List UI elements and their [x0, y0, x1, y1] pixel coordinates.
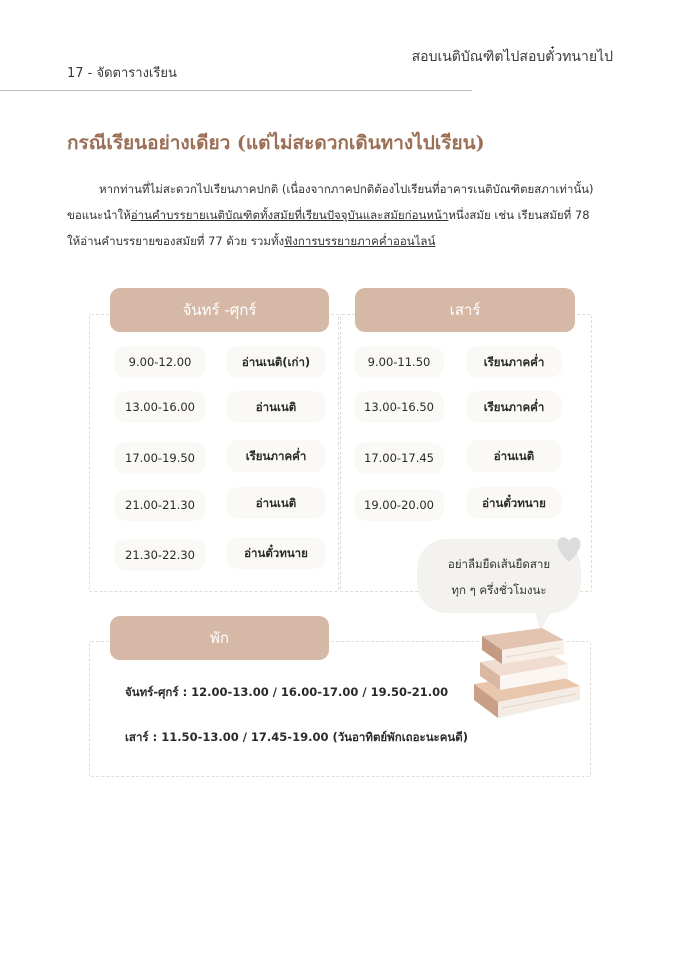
break-weekday-line: จันทร์-ศุกร์ : 12.00-13.00 / 16.00-17.00 / 19.50-21.00: [125, 685, 449, 699]
weekday-time-2: 13.00-16.00: [114, 391, 206, 423]
weekday-activity-2: อ่านเนติ: [226, 391, 326, 423]
intro-text-1: หากท่านที่ไม่สะดวกไปเรียนภาคปกติ (เนื่องจากภาคปกติต้องไปเรียนที่อาคารเนติบัณฑิตยสภาเท่านั้น): [99, 182, 594, 196]
intro-text-2-underlined: อ่านคำบรรยายเนติบัณฑิตทั้งสมัยที่เรียนปัจจุบันและสมัยก่อนหน้า: [130, 208, 449, 222]
intro-text-2a: ขอแนะนำให้: [67, 208, 131, 222]
break-saturday-line: เสาร์ : 11.50-13.00 / 17.45-19.00 (วันอาทิตย์พักเถอะนะคนดี): [125, 730, 469, 744]
note-line-2: ทุก ๆ ครึ่งชั่วโมงนะ: [451, 583, 547, 597]
weekday-activity-4: อ่านเนติ: [226, 487, 326, 519]
intro-text-3a: ให้อ่านคำบรรยายของสมัยที่ 77 ด้วย รวมทั้ง: [67, 234, 285, 248]
header-left-title: 17 - จัดตารางเรียน: [67, 66, 177, 81]
weekday-activity-5: อ่านตั๋วทนาย: [226, 537, 326, 569]
book-stack-icon: [468, 622, 584, 720]
weekday-time-1: 9.00-12.00: [114, 346, 206, 378]
note-line-1: อย่าลืมยืดเส้นยืดสาย: [447, 557, 551, 571]
intro-text-2b: หนึ่งสมัย เช่น เรียนสมัยที่ 78: [448, 208, 590, 222]
intro-text-3-underlined: ฟังการบรรยายภาคค่ำออนไลน์: [284, 234, 436, 248]
page-title: กรณีเรียนอย่างเดียว (แต่ไม่สะดวกเดินทางไปเรียน): [67, 132, 485, 154]
heart-icon: [555, 532, 583, 566]
saturday-time-2: 13.00-16.50: [354, 391, 444, 423]
saturday-activity-4: อ่านตั๋วทนาย: [466, 487, 562, 519]
intro-line-1: [67, 176, 615, 202]
intro-paragraph: [67, 176, 615, 254]
weekday-heading: จันทร์ -ศุกร์: [110, 288, 329, 332]
header-divider: [0, 90, 472, 91]
intro-line-2: [67, 202, 615, 228]
weekday-time-5: 21.30-22.30: [114, 539, 206, 571]
break-heading: พัก: [110, 616, 329, 660]
intro-line-3: [67, 228, 615, 254]
saturday-time-4: 19.00-20.00: [354, 489, 444, 521]
saturday-activity-2: เรียนภาคค่ำ: [466, 391, 562, 423]
saturday-time-3: 17.00-17.45: [354, 442, 444, 474]
header-right-title: สอบเนติบัณฑิตไปสอบตั๋วทนายไป: [411, 49, 613, 65]
weekday-activity-1: อ่านเนติ(เก่า): [226, 346, 326, 378]
saturday-activity-1: เรียนภาคค่ำ: [466, 346, 562, 378]
weekday-time-4: 21.00-21.30: [114, 489, 206, 521]
weekday-time-3: 17.00-19.50: [114, 442, 206, 474]
saturday-heading: เสาร์: [355, 288, 575, 332]
saturday-activity-3: อ่านเนติ: [466, 440, 562, 472]
saturday-time-1: 9.00-11.50: [354, 346, 444, 378]
weekday-activity-3: เรียนภาคค่ำ: [226, 440, 326, 472]
